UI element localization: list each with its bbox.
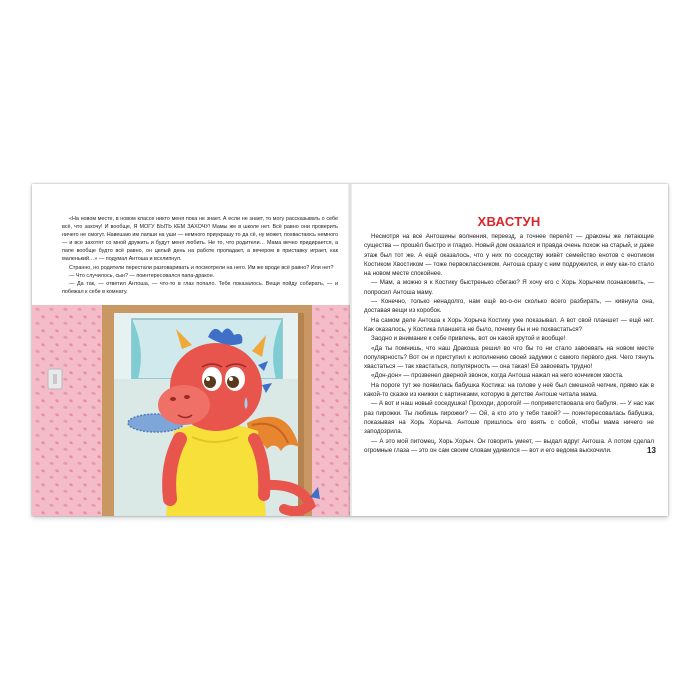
right-paragraph: «Да ты помнишь, что наш Дракоша решил во что бы то ни стало завоевать на новом месте популярность? Вот он и приступил к исполнению своей задумки с самого первого дня. Чего тянуть хвастаться — так хвастаться, популярность — она такая! Её завоевать трудно! [364,344,654,371]
right-page [350,184,668,516]
right-paragraph: «Дон-дон» — прозвенел дверной звонок, когда Антоша нажал на него кончиком хвоста. [371,372,624,380]
right-paragraph: Заодно и внимание к себе привлечь, вот он какой крутой и вообще! [371,335,566,343]
right-paragraph: На самом деле Антоша к Хорь Хорыча Костику уже показывал. А вот свой планшет — ещё нет. Как оказалось, у Костика планшета не было, почему бы и не похвастаться? [364,316,654,333]
left-paragraph: — Да так, — ответил Антоша, — что-то в глаз попало. Тебе показалось. Вещи пойду собирать, — и побежал к себе в комнату. [62,280,338,295]
right-paragraph: На пороге тут же появилась бабушка Костика: на голове у неё был смешной чепчик, прямо как в какой-то сказке из книжки с картинками, которую в детстве Антоше читала мама. [364,381,654,399]
right-paragraph: Несмотря на все Антошины волнения, переезд, а точнее перелёт — драконы же летающие существа — прошёл быстро и гладко. Новый дом оказался и правда очень похож на старый, и даже этаж был тот же. А ещё оказалось, что у них по соседству живёт семейство енотов с енотиком Костиком Хвостиком — тоже первоклассником. Антоша сразу с ним подружился, и ему как-то стало на новом месте спокойнее. [364,233,654,278]
right-paragraph: — А вот и наш новый соседушка! Проходи, дорогой! — поприветствовала его бабуля. — У нас как раз пирожки. Ты любишь пирожки? — Ой, а кто это у тебя такой? — поинтересовалась бабушка, показывая на Хорь Хорыча. Антоше пришлось его взять с собой, чтобы мама ничего не заподозрила. [364,400,654,436]
left-paragraph: — Что случилось, сын? — поинтересовался папа-дракон. [69,272,215,279]
right-page-text [364,232,654,455]
page-number: 13 [647,446,656,455]
right-paragraph: — А это мой питомец, Хорь Хорыч. Он говорить умеет, — выдал вдруг Антоша. А потом сделал огромные глаза — это он сам своим словам удивился — вот и его ведома выскочили. [364,437,654,454]
book-spread [32,184,668,516]
left-page [32,184,350,516]
left-paragraph: «На новом месте, в новом классе никто меня пока не знает. А если не знает, то могу рассказывать о себе всё, что захочу! И вообще, Я МОГУ БЫТЬ КЕМ ЗАХОЧУ! Мамы же в школе нет. Всё равно они проверить ничего не смогут. Навешаю им лапши на уши — немного приукрашу то да сё, ну может, похвастаюсь немного — и все захотят со мной дружить и будут меня любить. Не то, что родители… Мама вечно придирается, а папе вообще будто всё равно, он целый день на работе пропадает, а вечером в приставку играет, как маленький…» — подумал Антоша и всхлипнул. [62,216,338,263]
chapter-title: ХВАСТУН [477,214,541,229]
right-paragraph: — Конечно, только ненадолго, нам ещё во-о-он сколько всего разбирать, — кивнула она, доставая вещи из коробок. [364,298,654,315]
dragon-illustration [32,305,350,516]
left-page-text [62,215,338,296]
left-paragraph: Странно, но родители перестали разговаривать и посмотрели на него. Им же вроде всё равно? Или нет? [69,264,334,271]
right-paragraph: — Мам, а можно я к Костику быстренько сбегаю? Я хочу его с Хорь Хорычем познакомить, — попросил Антоша маму. [364,279,654,296]
